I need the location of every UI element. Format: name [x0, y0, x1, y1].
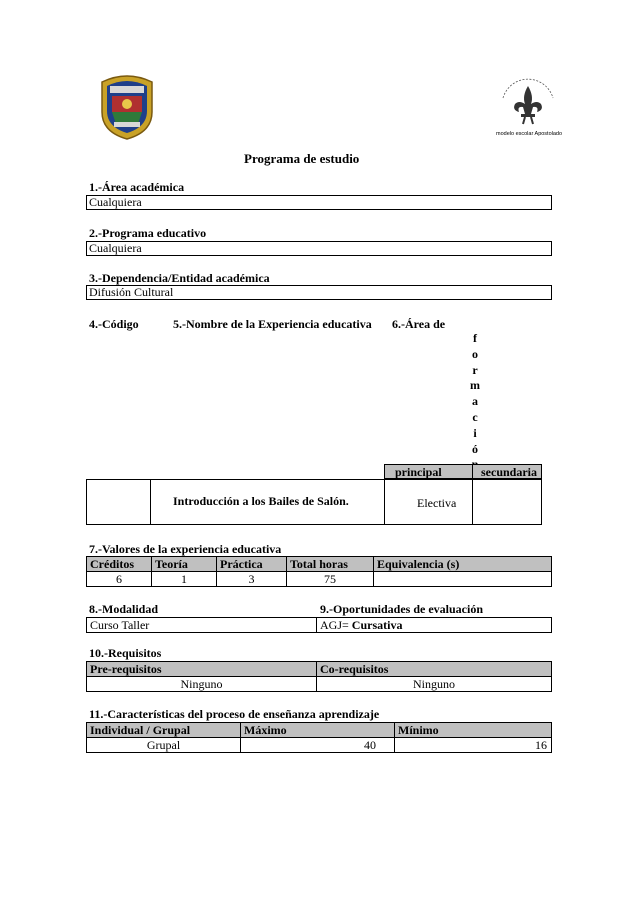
area-header	[384, 464, 542, 479]
oportunidades-value: AGJ= Cursativa	[317, 618, 552, 633]
oportunidades-label: 9.-Oportunidades de evaluación	[320, 602, 484, 616]
teoria-header: Teoría	[152, 557, 217, 572]
principal-label: principal	[395, 465, 442, 479]
corequisitos-header: Co-requisitos	[317, 662, 552, 677]
valores-table	[86, 556, 552, 587]
prerequisitos-value: Ninguno	[87, 677, 317, 692]
dependencia-value: Difusión Cultural	[86, 285, 552, 300]
modalidad-table	[86, 617, 552, 633]
practica-value: 3	[217, 572, 287, 587]
codigo-label: 4.-Código	[89, 317, 139, 331]
area-academica-value: Cualquiera	[86, 195, 552, 210]
requisitos-table	[86, 661, 552, 692]
valores-label: 7.-Valores de la experiencia educativa	[89, 542, 282, 556]
right-logo-caption: modelo escolar Apostolado	[496, 131, 563, 137]
dependencia-label: 3.-Dependencia/Entidad académica	[89, 271, 270, 285]
individual-grupal-header: Individual / Grupal	[87, 723, 241, 738]
minimo-header: Mínimo	[395, 723, 552, 738]
teoria-value: 1	[152, 572, 217, 587]
individual-grupal-value: Grupal	[87, 738, 241, 753]
area-formacion-vertical: f o r m a c i ó	[470, 331, 480, 456]
table-row	[87, 618, 552, 633]
principal-value: Electiva	[417, 496, 457, 510]
equivalencia-value	[374, 572, 552, 587]
university-crest-logo	[98, 72, 156, 140]
equivalencia-header: Equivalencia (s)	[374, 557, 552, 572]
requisitos-label: 10.-Requisitos	[89, 646, 162, 660]
area-formacion-label: 6.-Área de	[392, 317, 446, 331]
total-horas-header: Total horas	[287, 557, 374, 572]
modalidad-value: Curso Taller	[87, 618, 317, 633]
experiencia-row	[86, 479, 542, 525]
creditos-value: 6	[87, 572, 152, 587]
programa-educativo-value: Cualquiera	[86, 241, 552, 256]
programa-educativo-label: 2.-Programa educativo	[89, 226, 207, 240]
caracteristicas-table	[86, 722, 552, 753]
table-row	[87, 572, 552, 587]
maximo-header: Máximo	[241, 723, 395, 738]
modalidad-label: 8.-Modalidad	[89, 602, 159, 616]
table-header-row	[87, 662, 552, 677]
area-academica-label: 1.-Área académica	[89, 180, 185, 194]
fleur-de-lis-logo	[495, 72, 561, 138]
university-crest-icon	[98, 72, 156, 140]
nombre-ee-value: Introducción a los Bailes de Salón.	[173, 494, 349, 508]
table-row	[87, 677, 552, 692]
secundaria-label: secundaria	[481, 465, 538, 479]
creditos-header: Créditos	[87, 557, 152, 572]
nombre-ee-label: 5.-Nombre de la Experiencia educativa	[173, 317, 372, 331]
caracteristicas-label: 11.-Características del proceso de enseñanza aprendizaje	[89, 707, 380, 721]
table-row	[87, 738, 552, 753]
maximo-value: 40	[241, 738, 395, 753]
prerequisitos-header: Pre-requisitos	[87, 662, 317, 677]
table-header-row	[87, 723, 552, 738]
page-title: Programa de estudio	[244, 151, 360, 166]
total-horas-value: 75	[287, 572, 374, 587]
minimo-value: 16	[395, 738, 552, 753]
fleur-de-lis-emblem-icon	[495, 72, 561, 138]
corequisitos-value: Ninguno	[317, 677, 552, 692]
practica-header: Práctica	[217, 557, 287, 572]
table-header-row	[87, 557, 552, 572]
